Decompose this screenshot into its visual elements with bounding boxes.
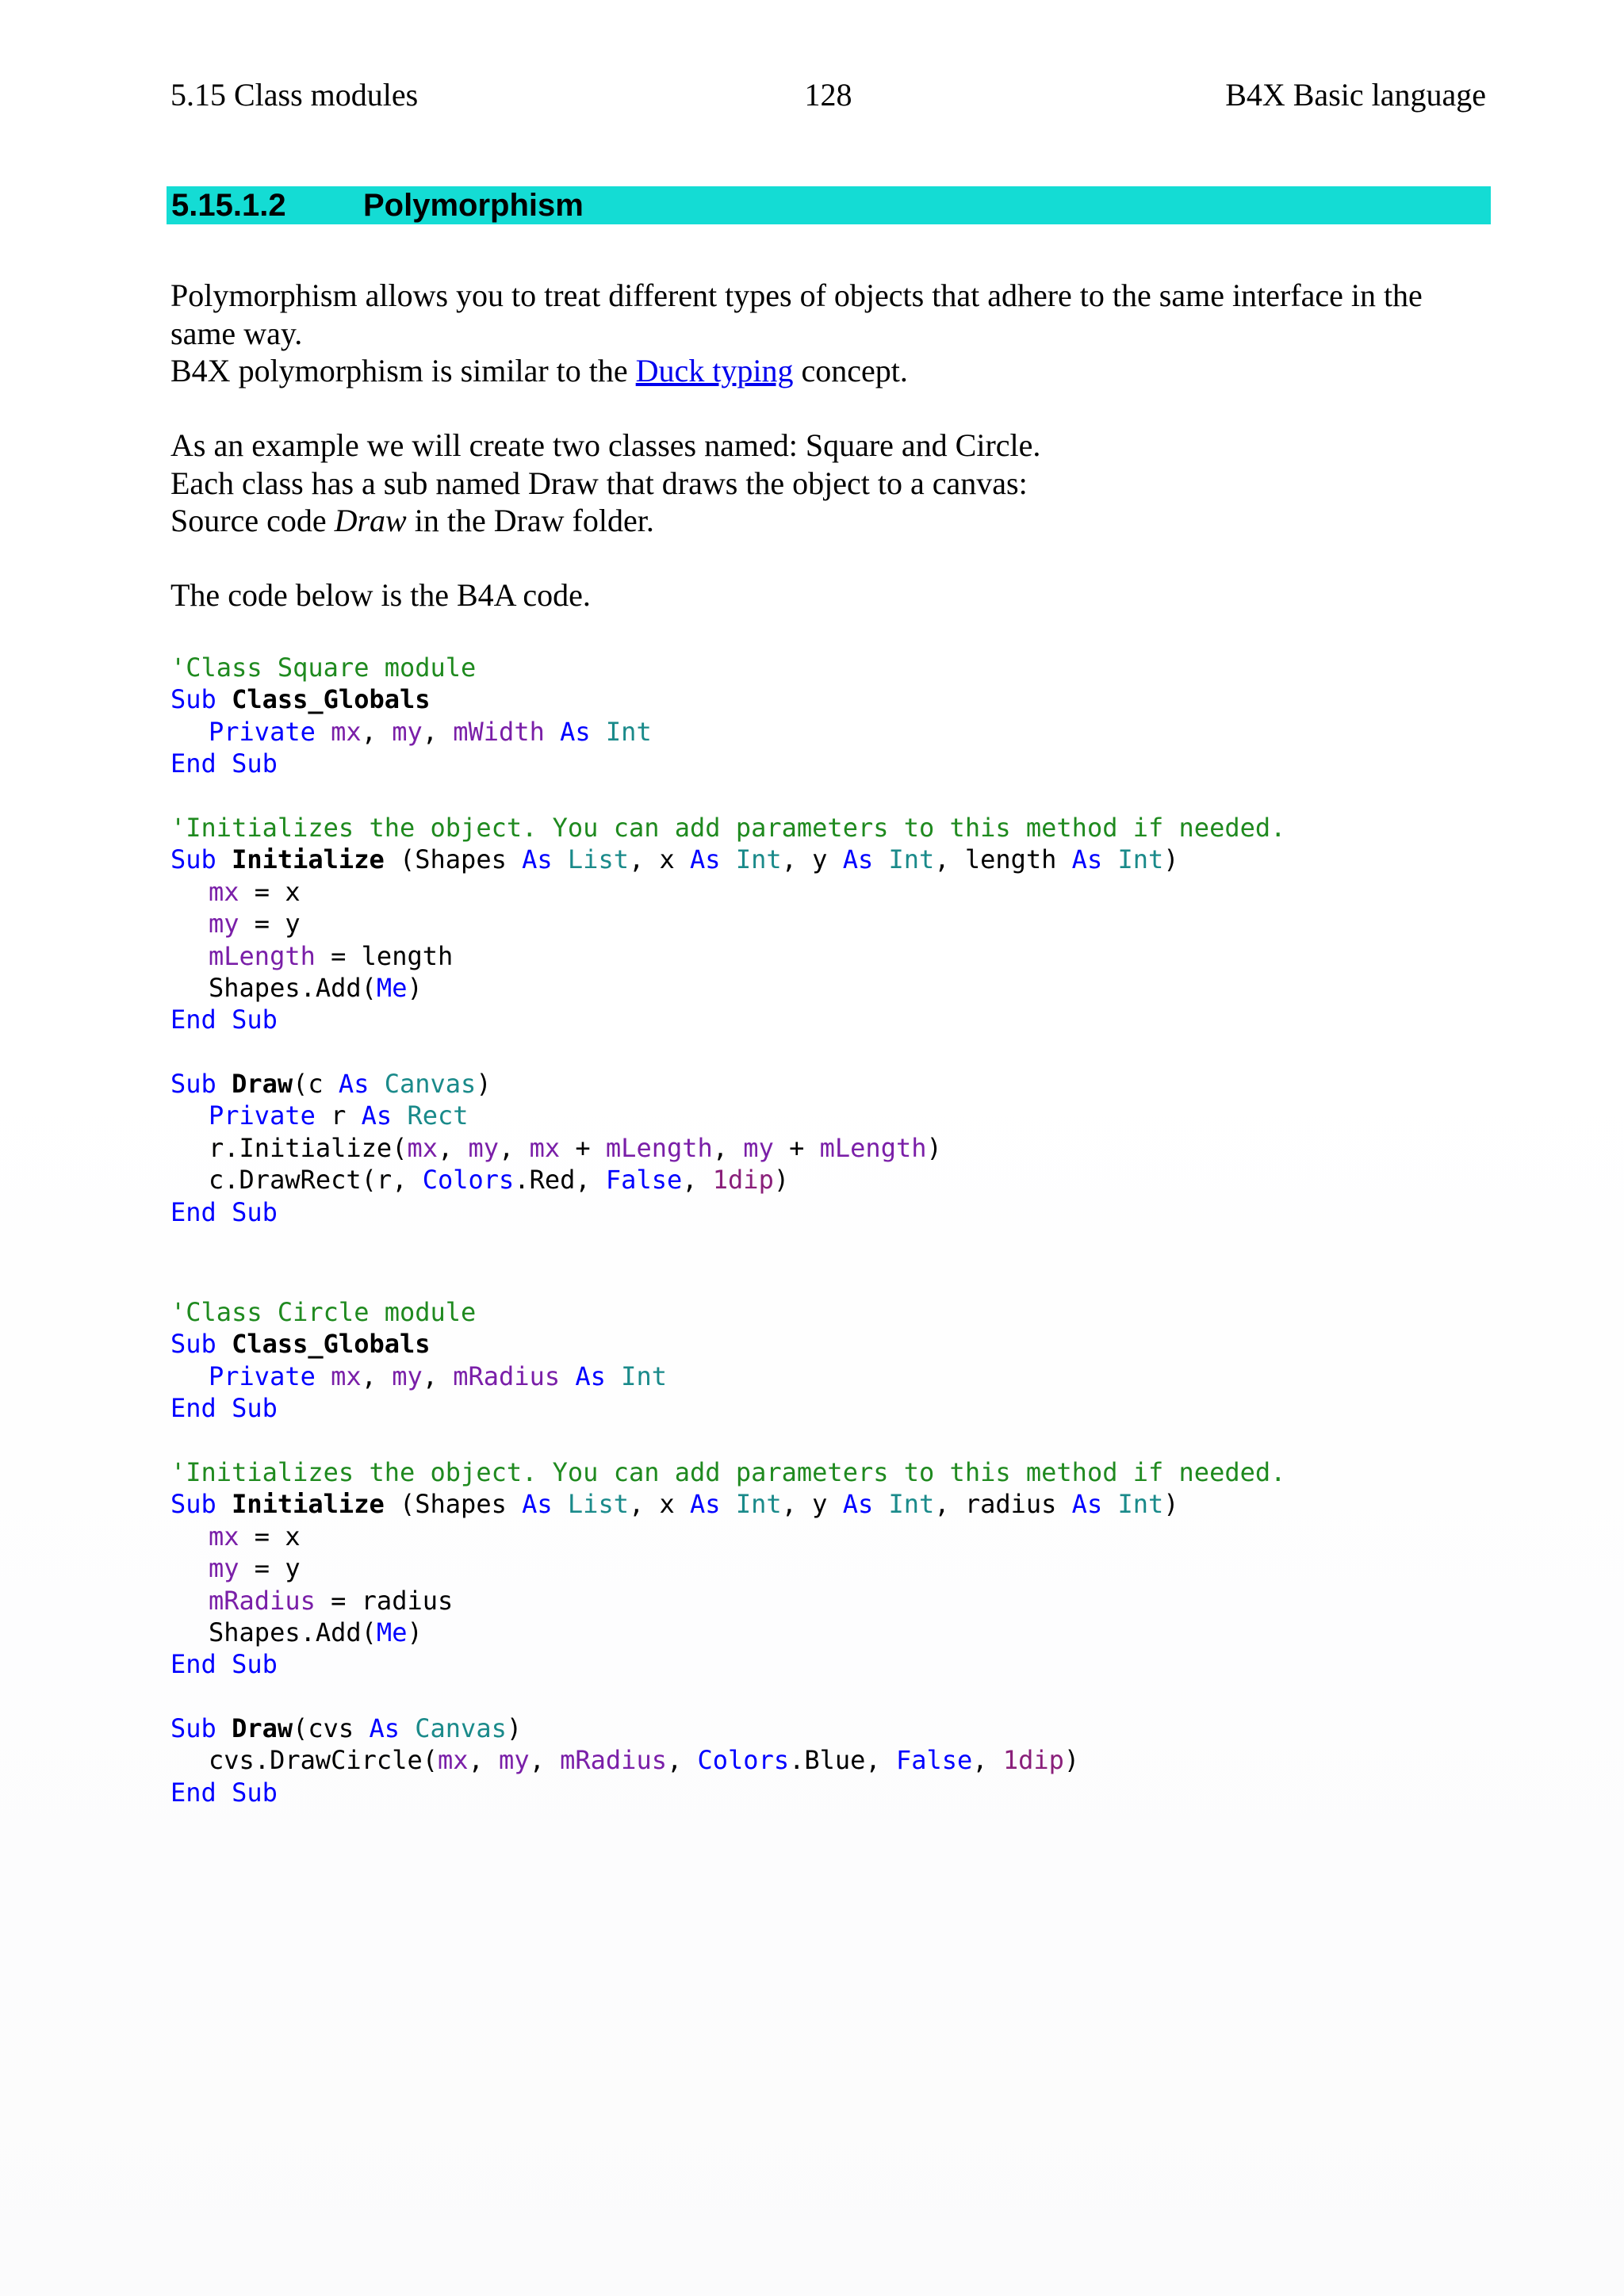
source-code-name: Draw <box>334 503 407 538</box>
code-line: Sub Class_Globals <box>170 1329 431 1360</box>
code-line: my = y <box>209 1553 301 1584</box>
code-block-square <box>170 652 1285 1228</box>
example-line: Each class has a sub named Draw that draws the object to a canvas: <box>170 465 1028 501</box>
code-line: cvs.DrawCircle(mx, my, mRadius, Colors.Blue, False, 1dip) <box>209 1745 1080 1776</box>
code-comment: 'Class Square module <box>170 652 477 683</box>
code-comment: 'Initializes the object. You can add parameters to this method if needed. <box>170 812 1286 843</box>
code-line: End Sub <box>170 1004 278 1035</box>
code-comment: 'Initializes the object. You can add parameters to this method if needed. <box>170 1456 1286 1487</box>
intro-line: same way. <box>170 315 303 351</box>
code-line: c.DrawRect(r, Colors.Red, False, 1dip) <box>209 1165 790 1196</box>
code-line: End Sub <box>170 1393 278 1424</box>
section-number: 5.15.1.2 <box>171 188 286 223</box>
code-line: Sub Draw(cvs As Canvas) <box>170 1713 523 1744</box>
intro-line: B4X polymorphism is similar to the Duck typing concept. <box>170 353 908 388</box>
example-paragraph <box>170 427 1497 540</box>
section-title: Polymorphism <box>363 188 584 223</box>
code-line: Private mx, my, mRadius As Int <box>209 1360 667 1391</box>
duck-typing-link[interactable]: Duck typing <box>635 353 794 388</box>
code-line: Private r As Rect <box>209 1100 469 1131</box>
code-block-circle <box>170 1296 1285 1808</box>
code-line: Private mx, my, mWidth As Int <box>209 716 652 747</box>
code-line: mLength = length <box>209 940 454 971</box>
example-line: Source code Draw in the Draw folder. <box>170 503 654 538</box>
page-header <box>170 76 1486 119</box>
example-line: As an example we will create two classes named: Square and Circle. <box>170 427 1041 463</box>
code-line: End Sub <box>170 1196 278 1227</box>
intro-paragraph <box>170 277 1497 390</box>
code-line: Sub Initialize (Shapes As List, x As Int, y As Int, length As Int) <box>170 844 1179 875</box>
code-line: End Sub <box>170 1649 278 1680</box>
header-chapter: 5.15 Class modules <box>170 77 419 113</box>
code-line: my = y <box>209 909 301 939</box>
code-intro <box>170 576 1497 614</box>
intro-line: Polymorphism allows you to treat different types of objects that adhere to the same interface in the <box>170 277 1423 313</box>
code-line: Shapes.Add(Me) <box>209 1617 423 1647</box>
code-line: mRadius = radius <box>209 1585 454 1616</box>
page-number: 128 <box>804 77 852 113</box>
code-intro-text: The code below is the B4A code. <box>170 577 591 613</box>
code-line: mx = x <box>209 1521 301 1552</box>
code-line: Sub Class_Globals <box>170 684 431 715</box>
code-line: Shapes.Add(Me) <box>209 972 423 1003</box>
code-line: End Sub <box>170 1777 278 1808</box>
code-comment: 'Class Circle module <box>170 1297 477 1327</box>
code-line: Sub Draw(c As Canvas) <box>170 1069 492 1100</box>
section-heading <box>167 186 1491 224</box>
code-line: r.Initialize(mx, my, mx + mLength, my + mLength) <box>209 1132 942 1163</box>
code-line: Sub Initialize (Shapes As List, x As Int, y As Int, radius As Int) <box>170 1489 1179 1520</box>
header-book-title: B4X Basic language <box>1225 77 1486 113</box>
code-line: End Sub <box>170 748 278 779</box>
code-line: mx = x <box>209 876 301 907</box>
